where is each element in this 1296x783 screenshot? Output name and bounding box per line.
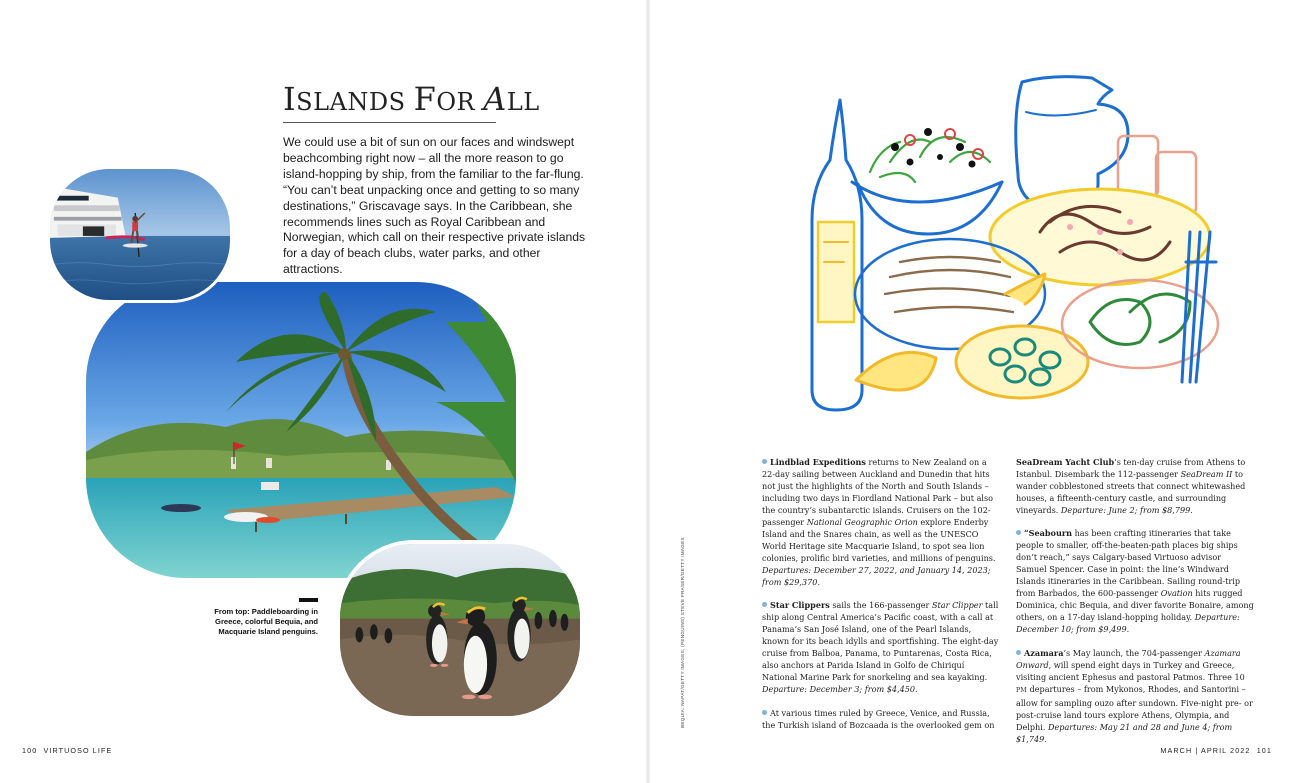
entry-text: ’s ten-day cruise from Athens to Istanbul. Disembark the 112-passenger: [1016, 457, 1246, 480]
paddleboarding-photo: [47, 166, 233, 303]
bullet-icon: [1016, 530, 1021, 535]
entry-text: At various times ruled by Greece, Venice, and Russia, the Turkish island of Bozcaada is the overlooked gem on: [762, 707, 995, 730]
entry-text: , will spend eight days in Turkey and Greece, visiting ancient Ephesus and pastoral Patmos. Three 10: [1016, 659, 1245, 682]
body-column-1: [762, 456, 1000, 742]
departures: Departure: June 2; from $8,799.: [1060, 505, 1193, 516]
entry-name: Lindblad Expeditions: [770, 457, 866, 467]
ship-name: Star Clipper: [932, 600, 983, 611]
entry-text: to wander cobblestoned streets that connect whitewashed houses, a fifteenth-century castle, and surrounding vineyards.: [1016, 469, 1246, 516]
departures: Departures: May 21 and 28 and June 4; from $1,749.: [1016, 721, 1233, 744]
entry-name: SeaDream Yacht Club: [1016, 457, 1115, 467]
entry-name: Azamara: [1024, 647, 1064, 658]
caption-marker: [299, 598, 318, 602]
entry-bozcaada: [762, 707, 1000, 731]
bullet-icon: [762, 459, 767, 464]
bequia-photo: [86, 282, 516, 578]
ship-name: SeaDream II: [1180, 469, 1233, 480]
entry-text: explore Enderby Island and the Snares chain, as well as the UNESCO World Heritage site Macquarie Island, to spot sea lion colonies, prolific bird varieties, and millions of penguins.: [762, 517, 996, 564]
entry-text: tall ship along Central America’s Pacific coast, with a call at Panama’s San José Island, one of the Pearl Islands, known for its beach idylls and sportfishing. The eight-day cruise from Balboa, Panama, to Puntarenas, Costa Rica, also anchors at Parida Island in Golfo de Chiriquí National Marine Park for snorkeling and sea kayaking.: [762, 600, 999, 683]
entry-name: Star Clippers: [770, 600, 830, 611]
food-illustration: [800, 62, 1240, 430]
magazine-name: VIRTUOSO LIFE: [43, 746, 113, 755]
intro-paragraph: We could use a bit of sun on our faces and windswept beachcombing right now – all the more reason to go island-hopping by ship, from the familiar to the far-flung. “You can’t beat unpacking once and getting to so many destinations,” Griscavage says. In the Caribbean, she recommends lines such as Royal Caribbean and Norwegian, which call on their respective private islands for a day of beach clubs, water parks, and other attractions.: [283, 135, 586, 277]
entry-name: “Seabourn: [1024, 528, 1072, 539]
entry-text: ’s May launch, the 704-passenger: [1063, 647, 1205, 658]
entry-text: has been crafting itineraries that take people to smaller, off-the-beaten-path places big ships don’t reach,” says Calgary-based Virtuoso advisor Samuel Spencer. Case in point: the line’s Windward Islands itineraries in the Caribbean. Sailing round-trip from Barbados, the 600-passenger: [1016, 528, 1241, 599]
entry-star-clippers: [762, 599, 1000, 695]
bullet-icon: [762, 602, 767, 607]
ship-name: Ovation: [1160, 588, 1193, 599]
photo-caption: From top: Paddleboarding in Greece, colorful Bequia, and Macquarie Island penguins.: [214, 607, 318, 636]
departures: Departure: December 3; from $4,450.: [762, 684, 918, 695]
folio-right: [1160, 746, 1272, 755]
entry-text: hits rugged Dominica, chic Bequia, and diver favorite Bonaire, among others, on a 17-day island-hopping holiday.: [1016, 588, 1254, 623]
title-underline: [283, 122, 496, 123]
ship-name: National Geographic Orion: [806, 517, 918, 528]
bullet-icon: [762, 710, 767, 715]
body-column-2: [1016, 456, 1254, 756]
entry-seadream: [1016, 456, 1254, 516]
spine-gutter: [646, 0, 650, 783]
photo-credit: BEQUIA: NAPAT/GETTY IMAGES; (PENGUINS) STEVE FRASER/GETTY IMAGES: [680, 537, 685, 728]
penguins-photo: [336, 540, 584, 720]
page-number: 100: [22, 746, 38, 755]
page-number: 101: [1256, 746, 1272, 755]
departures: Departures: December 27, 2022, and January 14, 2023; from $29,370.: [762, 565, 991, 588]
entry-seabourn: [1016, 527, 1254, 635]
entry-text: departures – from Mykonos, Rhodes, and Santorini – allow for sampling ouzo after sundown. Five-night pre- or post-cruise land tours explore Athens, Olympia, and Delphi.: [1016, 683, 1253, 732]
departures: Departure: December 10; from $9,499.: [1016, 612, 1240, 635]
entry-text: sails the 166-passenger: [829, 600, 932, 611]
bullet-icon: [1016, 650, 1021, 655]
article-title: ISLANDS FOR ALL: [283, 80, 540, 118]
entry-text: returns to New Zealand on a 22-day sailing between Auckland and Dunedin that hits not just the highlights of the North and South Islands – including two days in Fiordland National Park – but also the country’s subantarctic islands. Cruisers on the 102-passenger: [762, 457, 994, 528]
entry-lindblad: [762, 456, 1000, 588]
folio-left: [22, 746, 112, 755]
time-suffix: PM: [1016, 686, 1027, 694]
issue-date: MARCH | APRIL 2022: [1160, 746, 1251, 755]
ship-name: Azamara Onward: [1016, 647, 1241, 670]
entry-azamara: [1016, 647, 1254, 745]
